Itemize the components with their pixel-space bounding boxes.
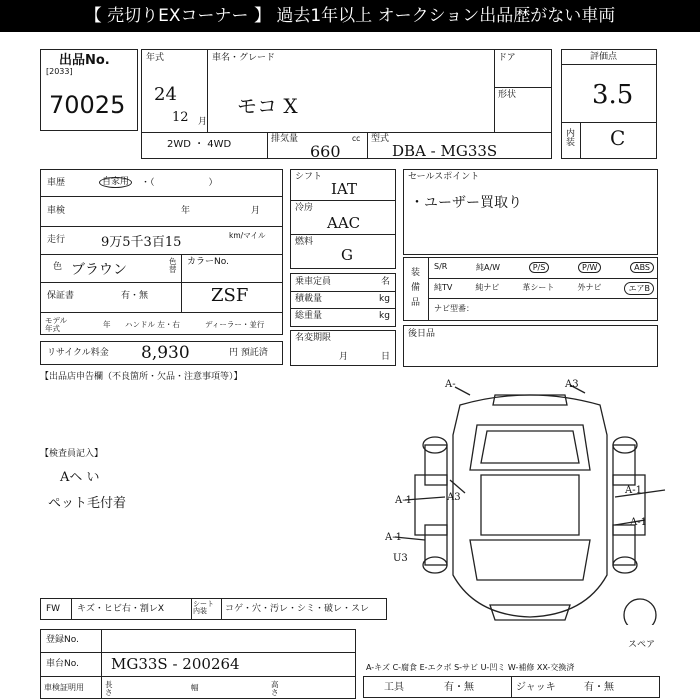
- sales-point-value: ・ユーザー買取り: [410, 195, 522, 211]
- spec-block: [290, 169, 396, 269]
- inspector-line2: ペット毛付着: [48, 496, 127, 511]
- history-label: 車歴: [47, 178, 66, 188]
- equip-pw: P/W: [578, 262, 601, 273]
- warranty-value: 有・無: [121, 291, 149, 301]
- displacement-label: 排気量: [271, 134, 299, 144]
- spare-label: スペア: [628, 640, 656, 650]
- name-change-block: [290, 330, 396, 366]
- tools-label: 工具: [384, 682, 404, 693]
- shift-value: IAT: [331, 180, 357, 198]
- year-label: 年式: [146, 53, 165, 63]
- report-label: 【出品店申告欄（不良箇所・欠品・注意事項等）】: [40, 372, 243, 382]
- dealer: ディーラー・並行: [205, 320, 265, 329]
- post-label: 後日品: [408, 329, 436, 339]
- mark-5: A-1: [395, 495, 412, 506]
- interior-label: 内装: [566, 129, 576, 148]
- score-box: [561, 49, 657, 159]
- equip-navi: 純ナビ: [475, 283, 500, 292]
- interior-value: C: [610, 126, 626, 150]
- displacement-unit: cc: [352, 134, 361, 143]
- history-value: 自家用: [99, 177, 132, 188]
- reg-label: 登録No.: [46, 635, 79, 645]
- cert-height: 高さ: [271, 680, 279, 697]
- color-swap-label: 色替: [169, 257, 177, 274]
- model-value: DBA - MG33S: [392, 142, 498, 160]
- mark-2: A3: [565, 379, 579, 390]
- ac-value: AAC: [327, 214, 361, 232]
- inspector-line1: Aヘ い: [60, 470, 100, 485]
- equip-seat: 革シート: [522, 283, 555, 292]
- jack-value: 有・無: [584, 682, 614, 693]
- seat-label: シート内装: [193, 600, 214, 615]
- jack-label: ジャッキ: [516, 682, 556, 693]
- shift-label: シフト: [295, 172, 323, 182]
- equip-ps: P/S: [529, 262, 550, 273]
- lot-sub: [2033]: [46, 67, 73, 76]
- equip-sr: S/R: [434, 262, 448, 271]
- model-label: 型式: [371, 134, 390, 144]
- mark-8: U3: [393, 553, 408, 564]
- recycle-unit: 円 預託済: [229, 348, 268, 358]
- fuel-label: 燃料: [295, 237, 314, 247]
- equipment-row-2: [434, 282, 654, 295]
- sales-point-label: セールスポイント: [408, 172, 480, 182]
- navi-model: ナビ型番：: [434, 304, 474, 313]
- mark-6: A-1: [630, 517, 647, 528]
- chassis-label: 車台No.: [46, 659, 79, 669]
- details-block: [40, 169, 283, 335]
- name-change-month: 月: [339, 352, 349, 362]
- fuel-value: G: [341, 246, 353, 264]
- mark-1: A-: [445, 379, 456, 390]
- name-change-day: 日: [381, 352, 391, 362]
- recycle-value: 8,930: [141, 343, 190, 363]
- inspection-month: 月: [251, 206, 261, 216]
- load-unit: kg: [379, 294, 390, 304]
- shape-label: 形状: [498, 90, 517, 100]
- lot-label: 出品No.: [59, 53, 110, 68]
- seat-value: コゲ・穴・汚レ・シミ・破レ・スレ: [225, 604, 370, 614]
- mileage-unit: km/マイル: [229, 231, 266, 240]
- history-rest: ・（ ）: [141, 178, 218, 188]
- sales-point-box: [403, 169, 658, 255]
- fw-label: FW: [46, 604, 61, 614]
- tools-value: 有・無: [444, 682, 474, 693]
- vehicle-info-block: [141, 49, 552, 159]
- name-change-label: 名変期限: [295, 333, 332, 343]
- color-label: 色: [53, 262, 63, 272]
- mark-7: A-1: [385, 532, 402, 543]
- weight-unit: kg: [379, 311, 390, 321]
- door-label: ドア: [498, 53, 516, 63]
- damage-legend: A-キズ C-腐食 E-エクボ S-サビ U-凹ミ W-補修 XX-交換済: [366, 663, 575, 672]
- equip-ext-navi: 外ナビ: [577, 283, 602, 292]
- displacement-value: 660: [310, 142, 341, 161]
- inspector-label: 【検査員記入】: [40, 449, 104, 459]
- equipment-row-1: [434, 262, 654, 273]
- inspection-year: 年: [181, 206, 191, 216]
- load-label: 積載量: [295, 294, 323, 304]
- cert-label: 車検証明用: [44, 683, 84, 692]
- header-banner: 【 売切りEXコーナー 】 過去1年以上 オークション出品歴がない車両: [0, 0, 700, 32]
- mileage-value: 9万5千3百15: [101, 235, 182, 250]
- damage-diagram: [385, 375, 675, 625]
- color-code: ZSF: [211, 285, 249, 306]
- equipment-box: [403, 257, 658, 321]
- drive-type: 2WD ・ 4WD: [167, 139, 232, 150]
- chassis-value: MG33S - 200264: [111, 655, 240, 673]
- year-era: 24: [154, 84, 177, 105]
- cert-width: 幅: [191, 683, 199, 692]
- year-month: 12: [172, 110, 189, 125]
- capacity-block: [290, 273, 396, 327]
- ac-label: 冷房: [295, 203, 314, 213]
- warranty-label: 保証書: [47, 291, 75, 301]
- fw-row: [40, 598, 387, 620]
- car-label: 車名・グレード: [212, 53, 276, 63]
- equip-airbag: エアB: [624, 282, 654, 295]
- recycle-box: [40, 341, 283, 365]
- handle: ハンドル 左・右: [125, 320, 180, 329]
- year-month-unit: 月: [198, 117, 208, 127]
- equip-aw: 純A/W: [476, 263, 501, 272]
- lot-box: [40, 49, 138, 131]
- lot-number: 70025: [49, 91, 126, 119]
- equipment-label: 装備品: [411, 268, 421, 308]
- mileage-label: 走行: [47, 235, 66, 245]
- capacity-label: 乗車定員: [295, 277, 332, 287]
- color-code-label: カラーNo.: [187, 257, 229, 267]
- mark-4: A-1: [625, 485, 642, 496]
- car-name: モコ X: [237, 94, 298, 118]
- inspection-label: 車検: [47, 206, 66, 216]
- tools-jack-box: [363, 676, 660, 698]
- score-label: 評価点: [590, 52, 618, 62]
- color-value: ブラウン: [71, 262, 127, 278]
- mark-3: A3: [447, 492, 461, 503]
- model-year-unit: 年: [103, 320, 111, 329]
- registration-block: [40, 629, 356, 699]
- equip-tv: 純TV: [434, 283, 453, 292]
- model-year-label: モデル年式: [45, 316, 68, 333]
- fw-value: キズ・ヒビ右・割レX: [77, 604, 164, 614]
- score-value: 3.5: [592, 80, 634, 110]
- cert-length: 長さ: [105, 680, 113, 697]
- equip-abs: ABS: [630, 262, 654, 273]
- capacity-unit: 名: [381, 277, 391, 287]
- weight-label: 総重量: [295, 311, 323, 321]
- post-items-box: [403, 325, 658, 367]
- recycle-label: リサイクル料金: [47, 348, 109, 358]
